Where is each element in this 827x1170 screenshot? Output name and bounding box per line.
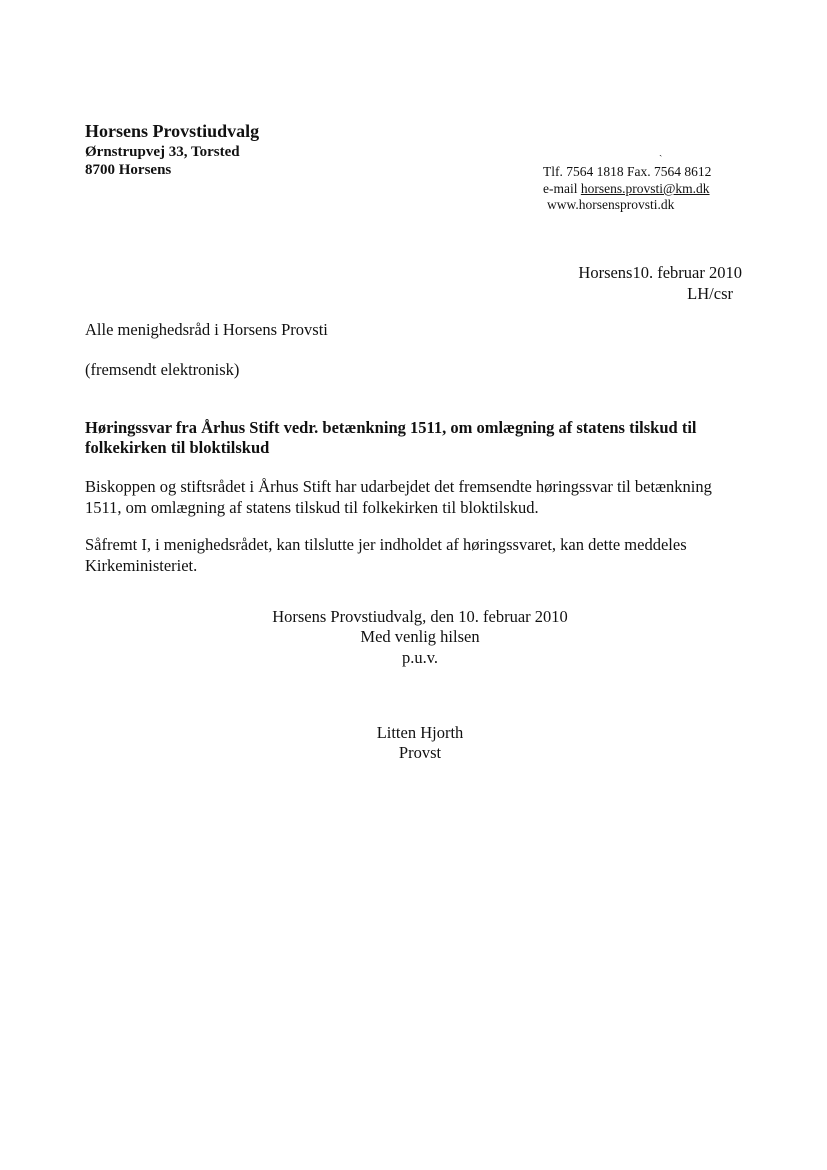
letter-subject: Høringssvar fra Århus Stift vedr. betænkning 1511, om omlægning af statens tilskud til folkekirken til bloktilskud xyxy=(85,418,697,457)
signer-name: Litten Hjorth xyxy=(376,723,464,742)
recipient: Alle menighedsråd i Horsens Provsti xyxy=(85,320,328,339)
body-paragraph-2: Såfremt I, i menighedsrådet, kan tilslutte jer indholdet af høringssvaret, kan dette meddeles Kirkeministeriet. xyxy=(85,535,687,575)
delivery-note: (fremsendt elektronisk) xyxy=(85,360,240,379)
contact-website[interactable]: www.horsensprovsti.dk xyxy=(547,197,675,212)
organization-address: Ørnstrupvej 33, Torsted xyxy=(85,144,240,160)
closing-puv: p.u.v. xyxy=(401,648,439,667)
contact-phone-fax: Tlf. 7564 1818 Fax. 7564 8612 xyxy=(543,164,712,179)
organization-name: Horsens Provstiudvalg xyxy=(85,121,260,141)
email-label: e-mail xyxy=(543,181,581,196)
letter-reference: LH/csr xyxy=(687,284,733,303)
closing-place-date: Horsens Provstiudvalg, den 10. februar 2010 xyxy=(272,607,568,626)
stray-mark: ˏ xyxy=(659,146,663,157)
closing-greeting: Med venlig hilsen xyxy=(360,627,480,646)
organization-city: 8700 Horsens xyxy=(85,162,172,178)
body-paragraph-1: Biskoppen og stiftsrådet i Århus Stift har udarbejdet det fremsendte høringssvar til betænkning 1511, om omlægning af statens tilskud til folkekirken til bloktilskud. xyxy=(85,477,712,517)
letter-date: Horsens10. februar 2010 xyxy=(578,263,742,282)
contact-email-line xyxy=(543,181,710,197)
email-link[interactable]: horsens.provsti@km.dk xyxy=(580,181,710,196)
signer-title: Provst xyxy=(398,743,442,762)
